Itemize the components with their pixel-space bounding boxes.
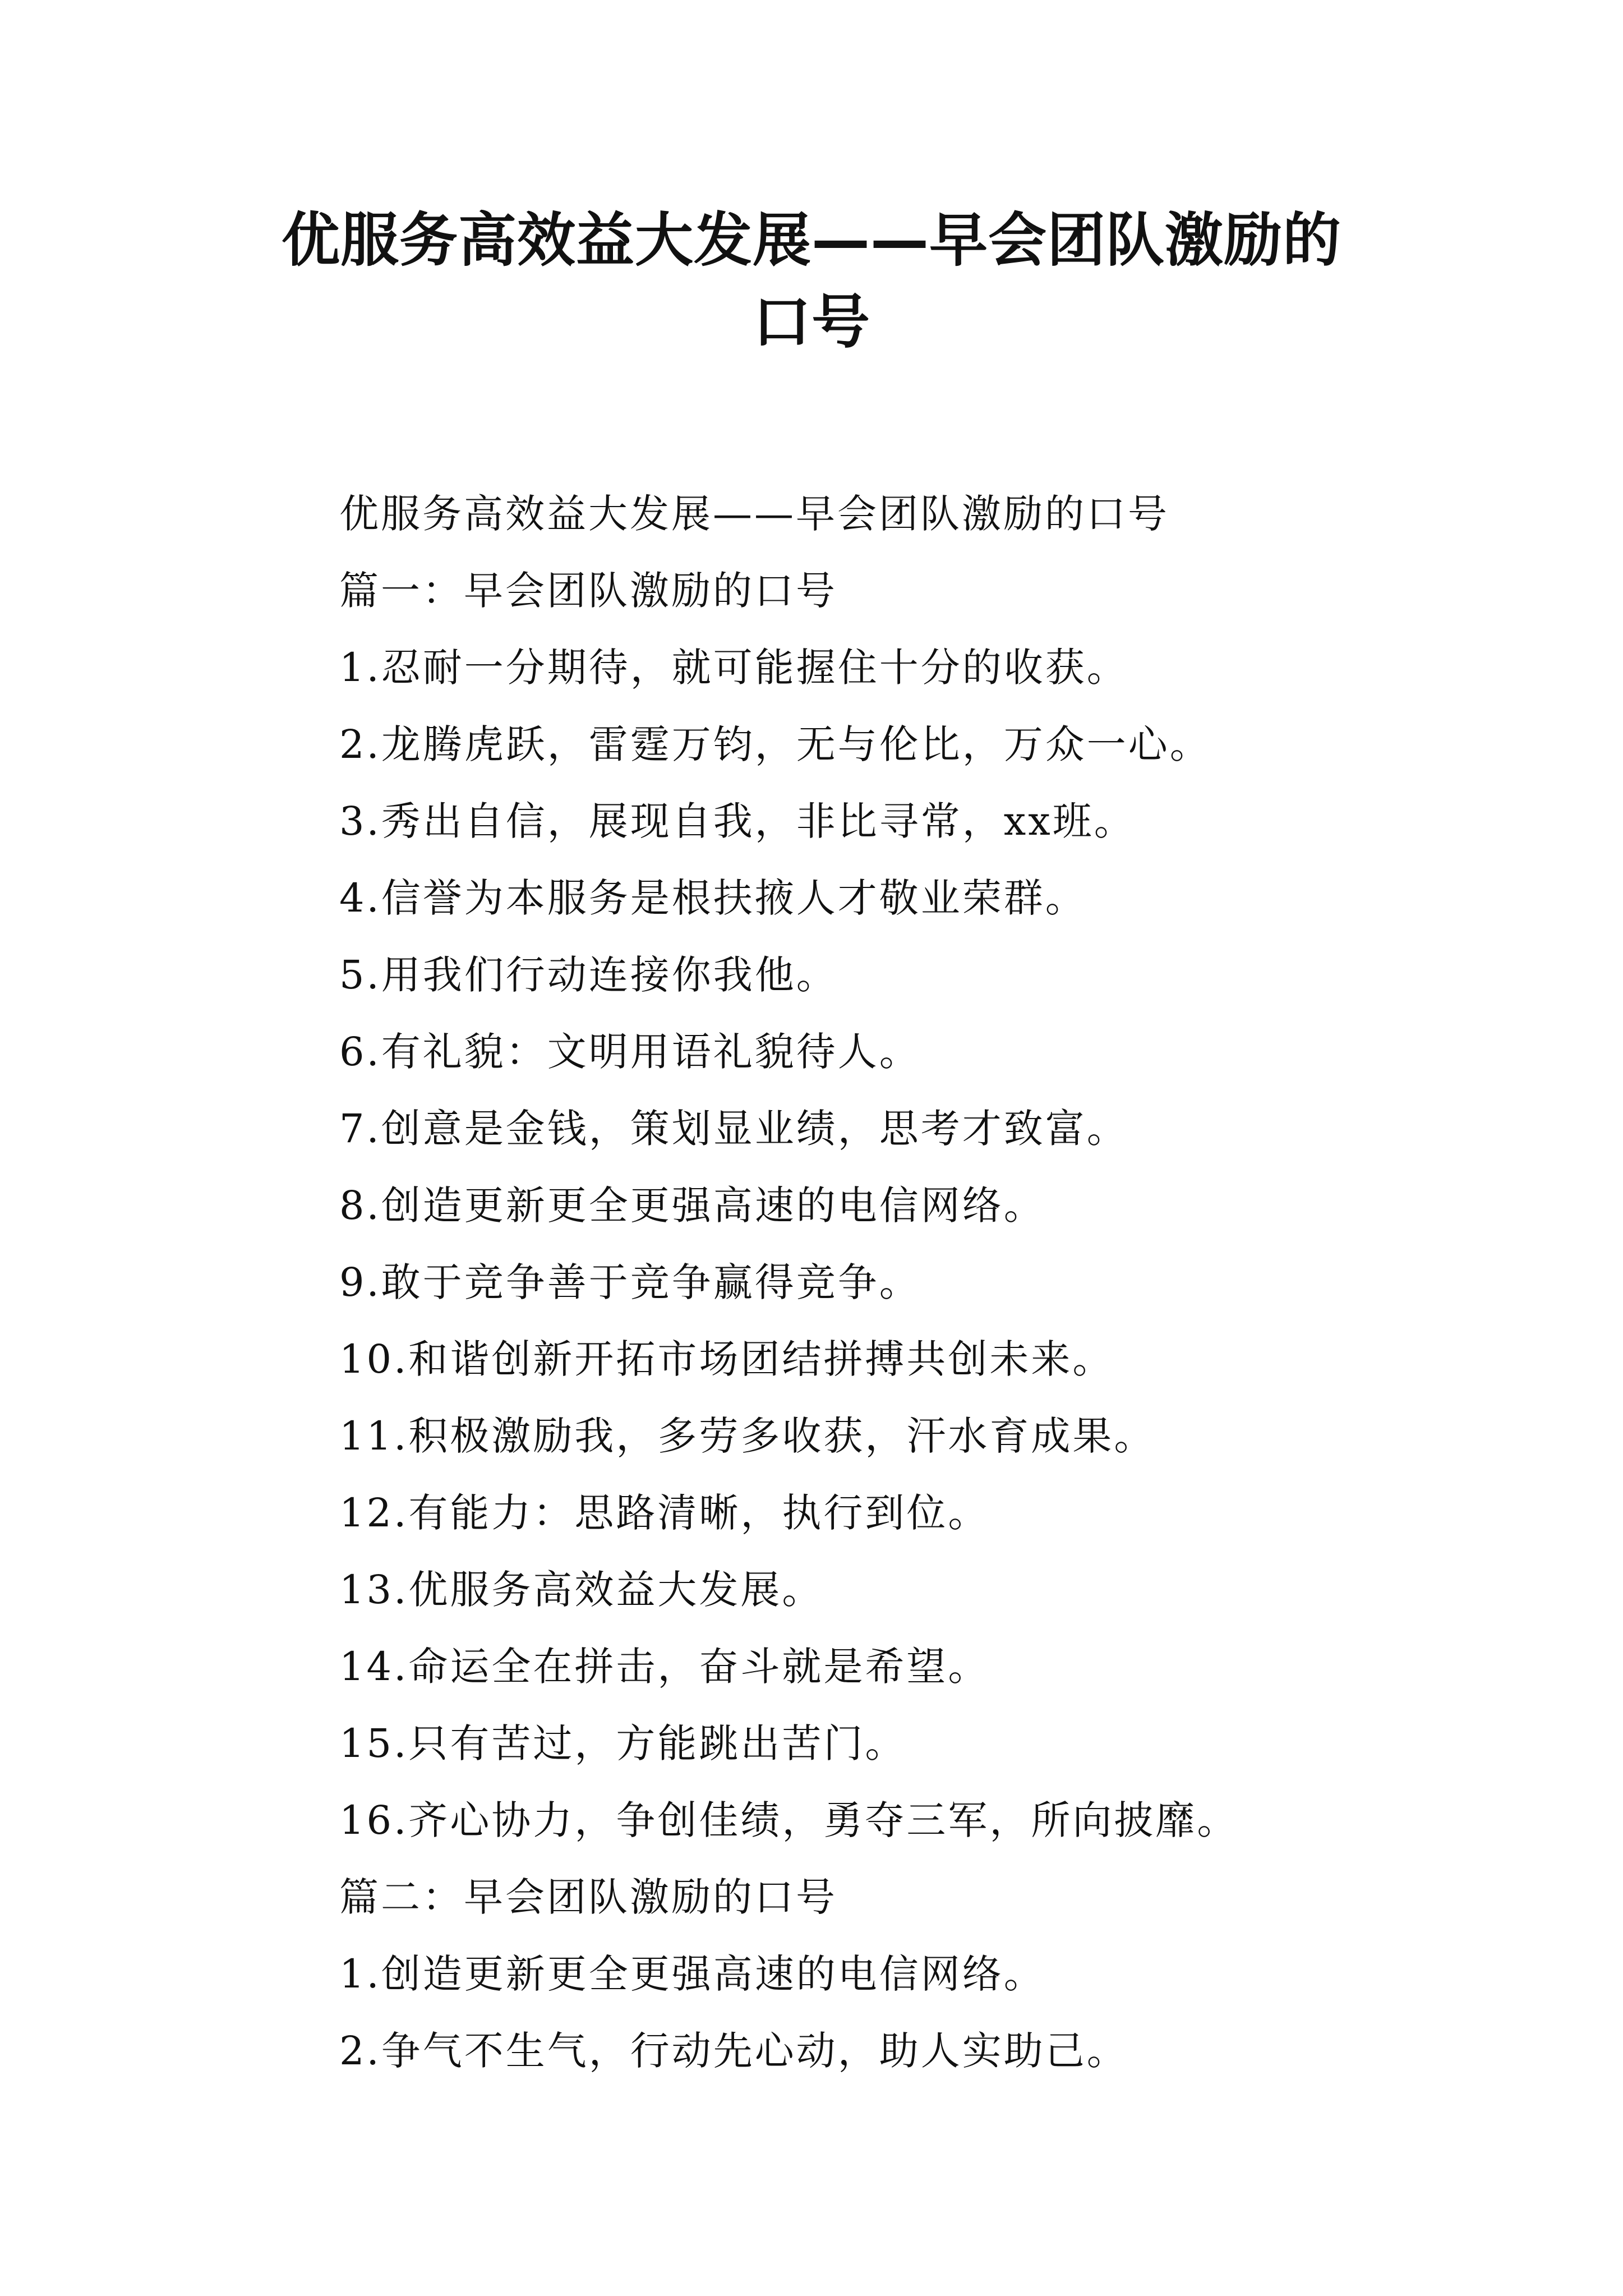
slogan-item: 16.齐心协力，争创佳绩，勇夺三军，所向披靡。 xyxy=(339,1797,1239,1843)
slogan-item: 3.秀出自信，展现自我，非比寻常，xx班。 xyxy=(339,798,1136,844)
slogan-item: 8.创造更新更全更强高速的电信网络。 xyxy=(339,1182,1045,1228)
slogan-item: 1.创造更新更全更强高速的电信网络。 xyxy=(339,1951,1045,1997)
slogan-item: 11.积极激励我，多劳多收获，汗水育成果。 xyxy=(339,1413,1156,1459)
slogan-item: 12.有能力：思路清晰，执行到位。 xyxy=(339,1490,990,1536)
slogan-item: 2.龙腾虎跃，雷霆万钧，无与伦比，万众一心。 xyxy=(339,721,1211,767)
slogan-item: 4.信誉为本服务是根扶掖人才敬业荣群。 xyxy=(339,875,1087,921)
slogan-item: 13.优服务高效益大发展。 xyxy=(339,1567,824,1613)
document-title xyxy=(241,199,1382,363)
title-line-1: 优服务高效益大发展——早会团队激励的 xyxy=(281,206,1341,274)
slogan-item: 5.用我们行动连接你我他。 xyxy=(339,952,838,998)
slogan-item: 6.有礼貌：文明用语礼貌待人。 xyxy=(339,1029,921,1075)
slogan-item: 2.争气不生气，行动先心动，助人实助己。 xyxy=(339,2028,1128,2074)
section-heading-part-2: 篇二：早会团队激励的口号 xyxy=(339,1874,837,1920)
section-heading-part-1: 篇一：早会团队激励的口号 xyxy=(339,568,837,614)
paragraph-subtitle: 优服务高效益大发展——早会团队激励的口号 xyxy=(339,491,1169,537)
slogan-item: 1.忍耐一分期待，就可能握住十分的收获。 xyxy=(339,645,1128,691)
document-body xyxy=(339,476,1461,2090)
title-line-2: 口号 xyxy=(752,288,870,356)
slogan-item: 15.只有苦过，方能跳出苦门。 xyxy=(339,1720,907,1766)
slogan-item: 14.命运全在拼击，奋斗就是希望。 xyxy=(339,1644,990,1690)
slogan-item: 10.和谐创新开拓市场团结拼搏共创未来。 xyxy=(339,1336,1114,1382)
slogan-item: 7.创意是金钱，策划显业绩，思考才致富。 xyxy=(339,1106,1128,1152)
slogan-item: 9.敢于竞争善于竞争赢得竞争。 xyxy=(339,1259,921,1305)
